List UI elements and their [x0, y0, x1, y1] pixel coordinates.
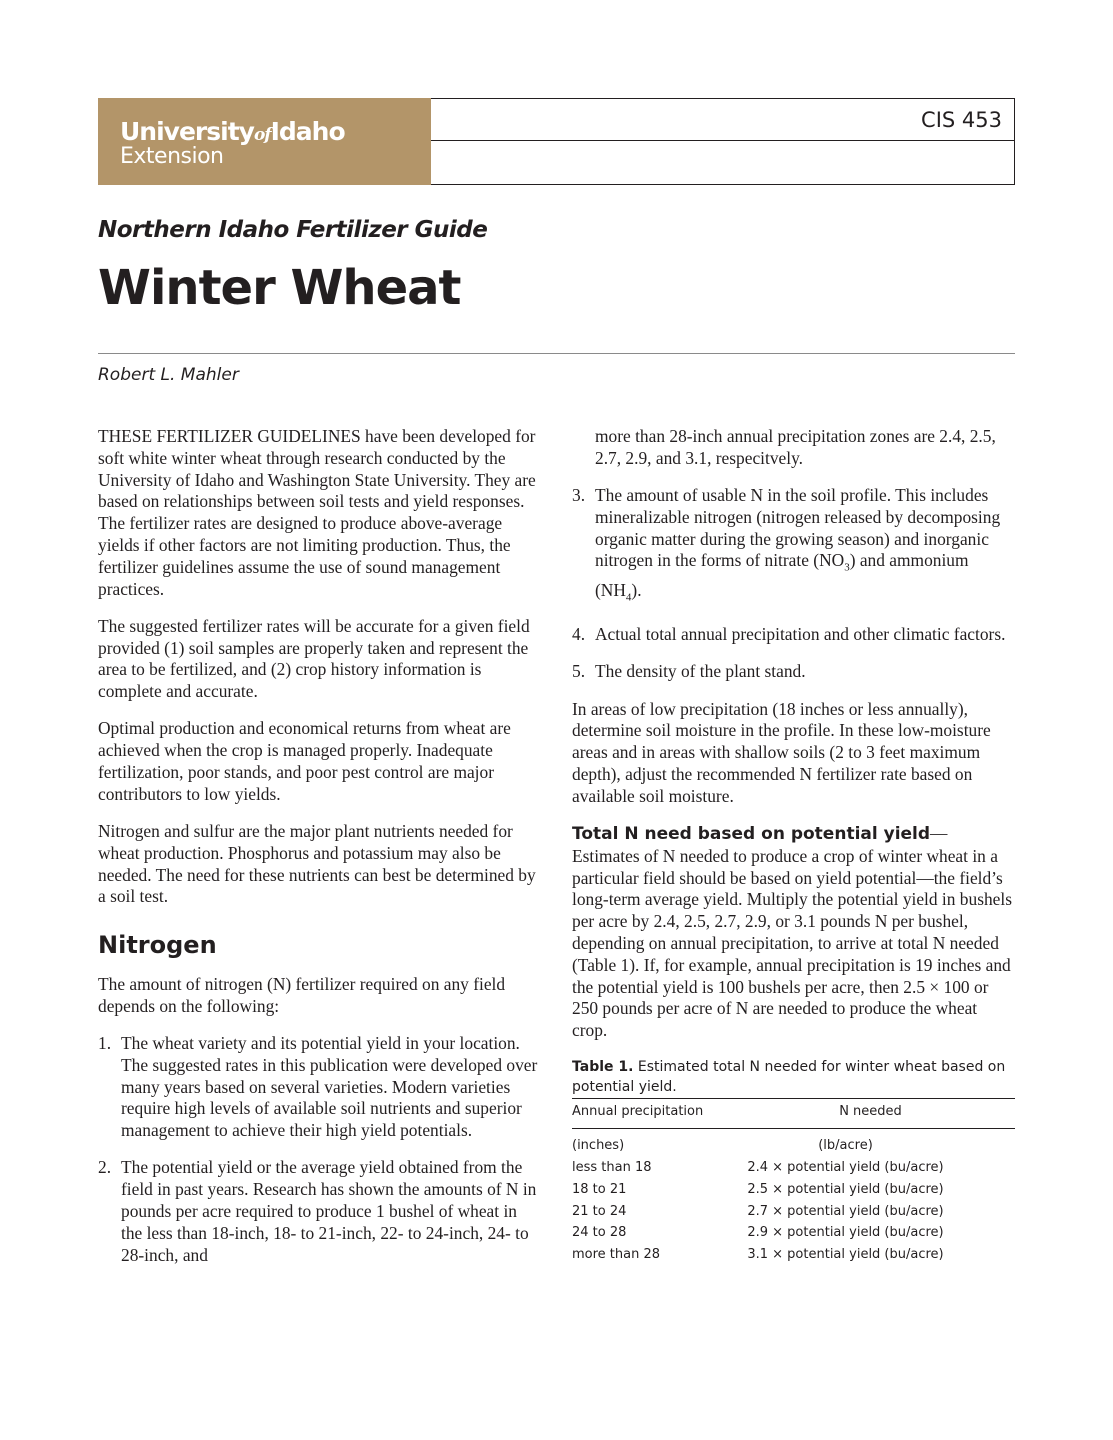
- factor-list: [98, 1033, 540, 1266]
- intro-paragraph: THESE FERTILIZER GUIDELINES have been developed for soft white winter wheat through research conducted by the University of Idaho and Washington State University. They are based on relationships between soil tests and yield responses. The fertilizer rates are designed to produce above-average yields if other factors are not limiting production. Thus, the fertilizer guidelines assume the use of sound management practices.: [98, 426, 536, 599]
- header-box: [431, 98, 1015, 185]
- table-row: 21 to 24 2.7 × potential yield (bu/acre): [572, 1203, 944, 1219]
- table-row: 18 to 21 2.5 × potential yield (bu/acre): [572, 1181, 944, 1197]
- table-units-row: (inches) (lb/acre): [572, 1138, 873, 1154]
- total-n-paragraph: Total N need based on potential yield—Estimates of N needed to produce a crop of winter wheat in a particular field should be based on yield potential—the field’s long-term average yield. Multiply the potential yield in bushels per acre by 2.4, 2.5, 2.7, 2.9, or 3.1 pounds N per bushel, depending on annual precipitation, to arrive at total N needed (Table 1). If, for example, annual precipitation is 19 inches and the potential yield is 100 bushels per acre, then 2.5 × 100 or 250 pounds per acre of N are needed to produce the wheat crop.: [572, 823, 1012, 1041]
- runin-heading: Total N need based on potential yield: [572, 824, 931, 845]
- table-header-n: N needed: [726, 1099, 1015, 1129]
- production-paragraph: Optimal production and economical returns from wheat are achieved when the crop is managed properly. Inadequate fertilization, poor stands, and poor pest control are major contributors to low yields.: [98, 718, 511, 804]
- table-row: less than 18 2.4 × potential yield (bu/acre): [572, 1160, 944, 1175]
- accuracy-paragraph: The suggested fertilizer rates will be accurate for a given field provided (1) soil samples are properly taken and represent the area to be fertilized, and (2) crop history information is complete and accurate.: [98, 615, 530, 702]
- list-item: 1. The wheat variety and its potential yield in your location. The suggested rates in this publication were developed over many years based on several varieties. Modern varieties require high levels of available soil nutrients and superior management to achieve their high yield potentials.: [98, 1033, 538, 1141]
- list-item: 5. The density of the plant stand.: [572, 661, 806, 682]
- logo-wordmark: UniversityofIdaho: [120, 117, 345, 146]
- n-needed-table: [572, 1098, 1015, 1266]
- header-divider: [431, 140, 1014, 141]
- right-column: [572, 426, 1014, 1266]
- table-row: 24 to 28 2.9 × potential yield (bu/acre): [572, 1225, 944, 1241]
- title-rule: [98, 353, 1015, 354]
- list-item: 3. The amount of usable N in the soil profile. This includes mineralizable nitrogen (nitrogen released by decomposing organic matter during the growing season) and inorganic nitrogen in the forms of nitrate $(NO_3)$ and ammonium $(NH_4)$.: [572, 484, 1001, 604]
- nitrogen-heading: Nitrogen: [98, 931, 217, 960]
- university-logo: [98, 98, 431, 185]
- factor-list-continued: [572, 485, 1014, 683]
- list-item: 2. The potential yield or the average yield obtained from the field in past years. Research has shown the amounts of N in pounds per acre required to produce 1 bushel of wheat in the less than 18-inch, 18- to 21-inch, 22- to 24-inch, 24- to 28-inch, and: [98, 1157, 537, 1265]
- table-row: more than 28 3.1 × potential yield (bu/acre): [572, 1247, 944, 1263]
- logo-extension: Extension: [120, 144, 224, 169]
- list-item: 4. Actual total annual precipitation and other climatic factors.: [572, 624, 1006, 645]
- series-title: Northern Idaho Fertilizer Guide: [98, 217, 488, 243]
- nitrogen-intro: The amount of nitrogen (N) fertilizer required on any field depends on the following:: [98, 974, 506, 1016]
- table-caption: Table 1. Estimated total N needed for winter wheat based on potential yield.: [572, 1059, 1006, 1096]
- publication-code: CIS 453: [921, 108, 1002, 132]
- list-item-continued: more than 28-inch annual precipitation zones are 2.4, 2.5, 2.7, 2.9, and 3.1, respecitvely.: [595, 426, 996, 468]
- left-column: [98, 426, 540, 1282]
- low-precip-paragraph: In areas of low precipitation (18 inches or less annually), determine soil moisture in the profile. In these low-moisture areas and in areas with shallow soils (2 to 3 feet maximum depth), adjust the recommended N fertilizer rate based on available soil moisture.: [572, 698, 991, 806]
- author: Robert L. Mahler: [98, 365, 239, 385]
- nutrients-paragraph: Nitrogen and sulfur are the major plant nutrients needed for wheat production. Phosphorus and potassium may also be needed. The need for these nutrients can best be determined by a soil test.: [98, 820, 536, 907]
- table-header-precip: Annual precipitation: [572, 1099, 726, 1129]
- page-title: Winter Wheat: [98, 260, 461, 316]
